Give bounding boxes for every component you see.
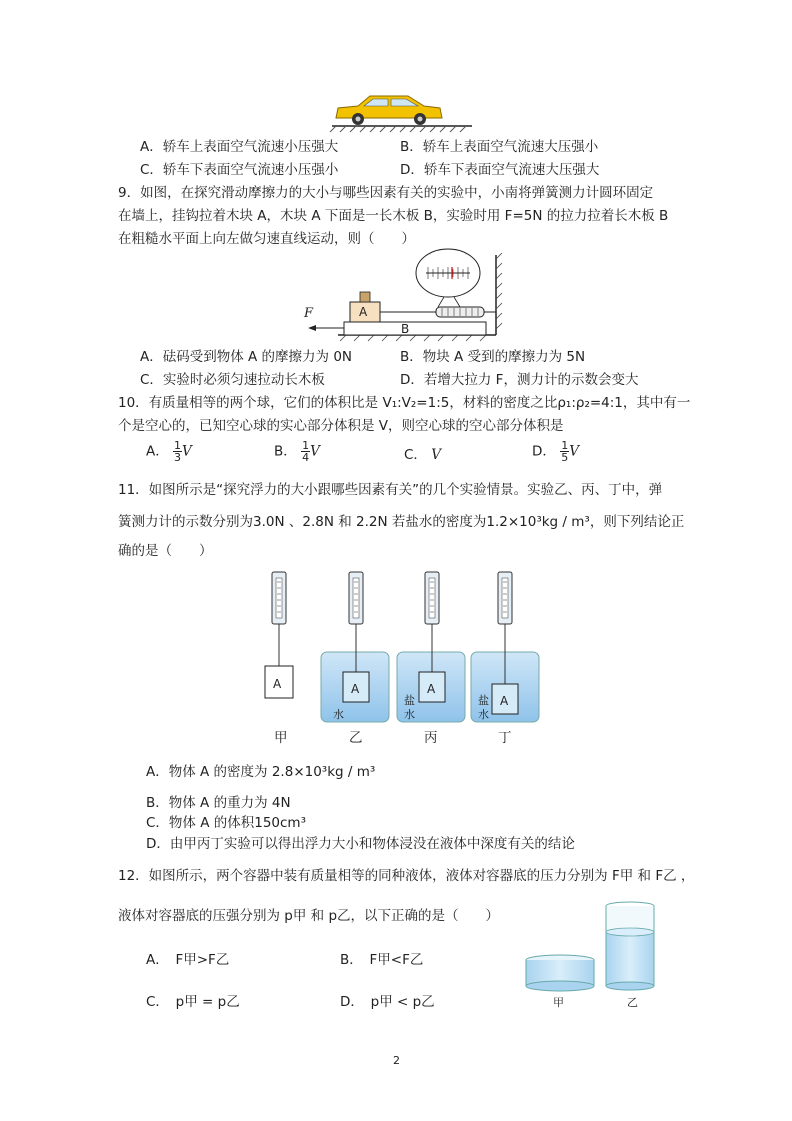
q11-option-b[interactable]: B．物体 A 的重力为 4N [146, 795, 291, 811]
q8-option-a[interactable]: A．轿车上表面空气流速小压强大 [140, 139, 339, 155]
q9-option-c[interactable]: C．实验时必须匀速拉动长木板 [140, 372, 325, 388]
q10-option-c[interactable]: C． V [404, 447, 441, 463]
q12-caption-jia: 甲 [553, 996, 564, 1009]
q10-option-a-label: A． [146, 443, 169, 460]
q11-option-a[interactable]: A．物体 A 的密度为 2.8×10³kg / m³ [146, 764, 376, 780]
q10-option-d[interactable]: D． $\frac{1}{5}$ V [532, 439, 579, 464]
q11-option-c[interactable]: C．物体 A 的体积150cm³ [146, 815, 306, 831]
q10-option-c-label: C． [404, 447, 427, 463]
q12-option-c[interactable]: C． p甲 = p乙 [146, 994, 240, 1010]
board-b-label: B [401, 322, 410, 336]
containers-figure [520, 898, 670, 998]
fig-salt-label-bing-1: 盐 [404, 694, 415, 707]
q10-stem-line-2: 个是空心的，已知空心球的实心部分体积是 V，则空心球的空心部分体积是 [118, 418, 564, 434]
fig-block-a-jia: A [273, 677, 282, 691]
q8-option-d[interactable]: D．轿车下表面空气流速大压强大 [400, 162, 600, 178]
block-a-label: A [359, 305, 368, 319]
q10-option-b-label: B． [274, 443, 297, 460]
q9-option-a[interactable]: A．砝码受到物体 A 的摩擦力为 0N [140, 349, 353, 365]
q8-option-c[interactable]: C．轿车下表面空气流速小压强小 [140, 162, 339, 178]
fig-caption-yi: 乙 [349, 730, 363, 746]
q9-stem-line-3: 在粗糙水平面上向左做匀速直线运动，则（ ） [118, 231, 415, 247]
q11-stem-line-3: 确的是（ ） [118, 543, 213, 559]
q10-option-b[interactable]: B． $\frac{1}{4}$ V [274, 439, 320, 464]
car-figure [328, 92, 478, 132]
q8-option-b[interactable]: B．轿车上表面空气流速大压强小 [400, 139, 599, 155]
q10-option-a[interactable]: A． $\frac{1}{3}$ V [146, 439, 192, 464]
fig-caption-bing: 丙 [424, 730, 438, 746]
page-number: 2 [393, 1054, 400, 1067]
q12-option-b[interactable]: B． F甲<F乙 [340, 952, 424, 968]
q12-option-d[interactable]: D． p甲 < p乙 [340, 994, 435, 1010]
q12-stem-line-1: 12．如图所示，两个容器中装有质量相等的同种液体，液体对容器底的压力分别为 F甲 和 F乙 ， [118, 868, 695, 884]
fig-water-label: 水 [333, 708, 344, 721]
q9-option-d[interactable]: D．若增大拉力 F，测力计的示数会变大 [400, 372, 639, 388]
fig-caption-jia: 甲 [274, 730, 288, 746]
q11-stem-line-2: 簧测力计的示数分别为3.0N 、2.8N 和 2.2N 若盐水的密度为1.2×10³kg / m³，则下列结论正 [118, 514, 685, 530]
q10-stem-line-1: 10．有质量相等的两个球，它们的体积比是 V₁:V₂=1:5，材料的密度之比ρ₁:ρ₂=4:1，其中有一 [118, 395, 691, 411]
fig-caption-ding: 丁 [498, 730, 512, 746]
q9-option-b[interactable]: B．物块 A 受到的摩擦力为 5N [400, 349, 586, 365]
fig-salt-label-bing-2: 水 [404, 708, 415, 721]
fig-block-a-yi: A [351, 682, 360, 696]
fig-salt-label-ding-1: 盐 [478, 694, 489, 707]
force-f-label: F [304, 306, 314, 321]
q9-stem-line-1: 9．如图，在探究滑动摩擦力的大小与哪些因素有关的实验中，小南将弹簧测力计圆环固定 [118, 185, 654, 201]
q12-option-a[interactable]: A． F甲>F乙 [146, 952, 230, 968]
q12-stem-line-2: 液体对容器底的压强分别为 p甲 和 p乙，以下正确的是（ ） [118, 908, 500, 924]
q10-option-d-label: D． [532, 443, 556, 460]
q9-stem-line-2: 在墙上，挂钩拉着木块 A，木块 A 下面是一长木板 B，实验时用 F=5N 的拉力拉着长木板 B [118, 208, 669, 224]
fig-block-a-ding: A [500, 694, 509, 708]
fig-block-a-bing: A [427, 682, 436, 696]
q12-caption-yi: 乙 [627, 996, 638, 1009]
q11-option-d[interactable]: D．由甲丙丁实验可以得出浮力大小和物体浸没在液体中深度有关的结论 [146, 836, 575, 852]
fig-salt-label-ding-2: 水 [478, 708, 489, 721]
q11-stem-line-1: 11．如图所示是“探究浮力的大小跟哪些因素有关”的几个实验情景。实验乙、丙、丁中，弹 [118, 482, 663, 498]
